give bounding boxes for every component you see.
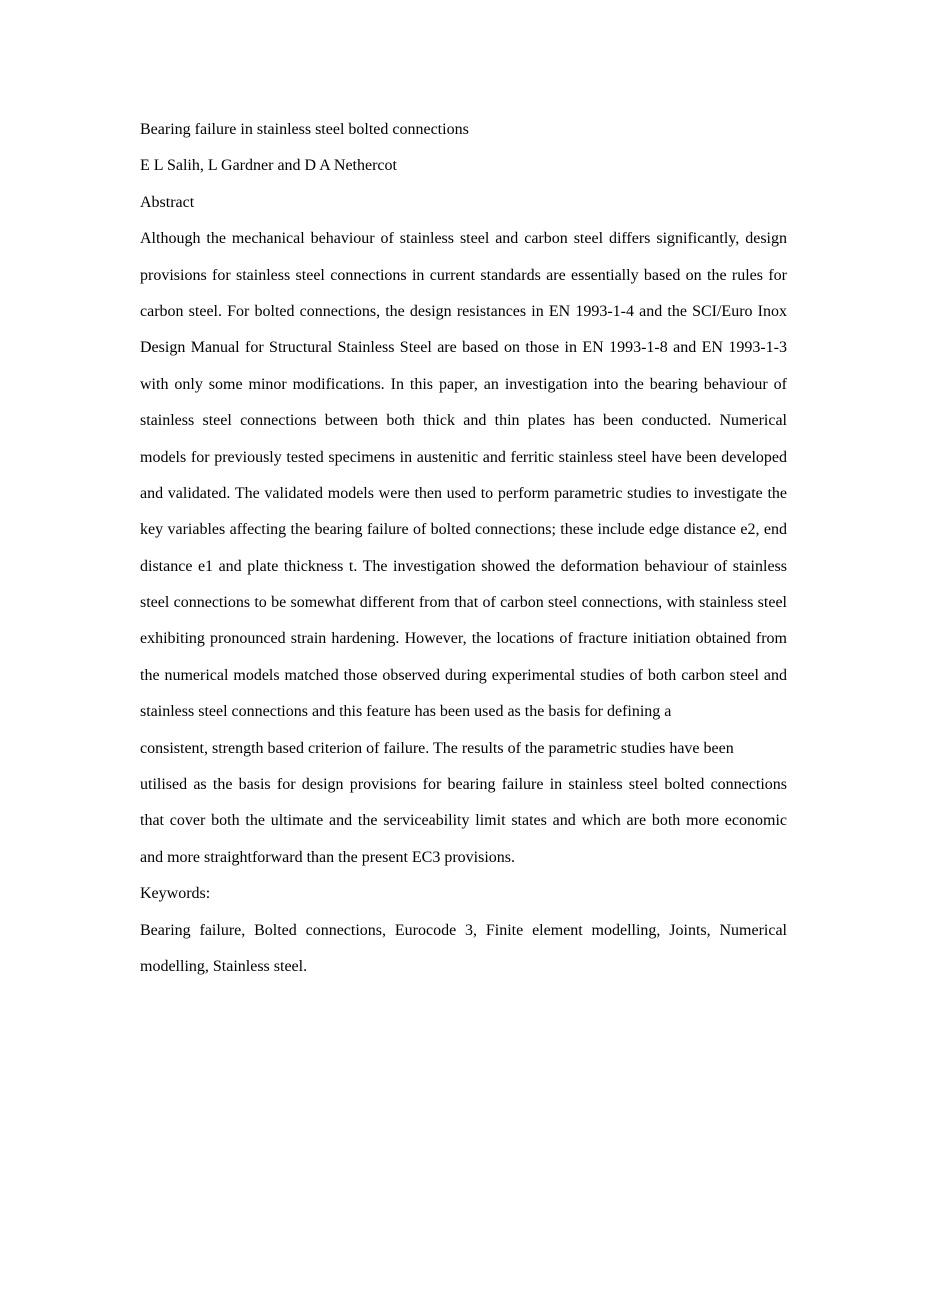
abstract-line: Design Manual for Structural Stainless Steel are based on those in EN 1993-1-8 and EN 1993-1-3 bbox=[140, 339, 787, 357]
abstract-line: and validated. The validated models were then used to perform parametric studies to investigate the bbox=[140, 484, 787, 502]
paper-authors: E L Salih, L Gardner and D A Nethercot bbox=[140, 157, 397, 175]
abstract-line: consistent, strength based criterion of failure. The results of the parametric studies have been bbox=[140, 739, 734, 757]
abstract-line: models for previously tested specimens in austenitic and ferritic stainless steel have been developed bbox=[140, 448, 787, 466]
abstract-line: the numerical models matched those observed during experimental studies of both carbon steel and bbox=[140, 666, 787, 684]
keywords-body bbox=[140, 913, 787, 986]
abstract-line: stainless steel connections between both thick and thin plates has been conducted. Numerical bbox=[140, 412, 787, 430]
abstract-line: exhibiting pronounced strain hardening. However, the locations of fracture initiation obtained from bbox=[140, 630, 787, 648]
abstract-line: with only some minor modifications. In this paper, an investigation into the bearing behaviour of bbox=[140, 375, 787, 393]
abstract-line: provisions for stainless steel connections in current standards are essentially based on the rules for bbox=[140, 266, 787, 284]
keywords-heading: Keywords: bbox=[140, 885, 211, 903]
abstract-body bbox=[140, 221, 787, 876]
abstract-line: utilised as the basis for design provisions for bearing failure in stainless steel bolted connections bbox=[140, 776, 787, 794]
abstract-heading: Abstract bbox=[140, 193, 195, 211]
abstract-line: Although the mechanical behaviour of stainless steel and carbon steel differs significantly, design bbox=[140, 230, 787, 248]
paper-title: Bearing failure in stainless steel bolted connections bbox=[140, 121, 469, 138]
abstract-line: steel connections to be somewhat different from that of carbon steel connections, with stainless steel bbox=[140, 594, 787, 612]
page-content bbox=[140, 112, 787, 985]
keywords-line: modelling, Stainless steel. bbox=[140, 957, 308, 975]
abstract-line: and more straightforward than the present EC3 provisions. bbox=[140, 848, 516, 866]
abstract-line: carbon steel. For bolted connections, the design resistances in EN 1993-1-4 and the SCI/Euro Inox bbox=[140, 302, 787, 320]
keywords-line: Bearing failure, Bolted connections, Eurocode 3, Finite element modelling, Joints, Numerical bbox=[140, 921, 787, 939]
abstract-line: stainless steel connections and this feature has been used as the basis for defining a bbox=[140, 703, 672, 721]
abstract-line: that cover both the ultimate and the serviceability limit states and which are both more economic bbox=[140, 812, 787, 830]
abstract-line: key variables affecting the bearing failure of bolted connections; these include edge distance e2, end bbox=[140, 521, 787, 539]
abstract-line: distance e1 and plate thickness t. The investigation showed the deformation behaviour of stainless bbox=[140, 557, 787, 575]
